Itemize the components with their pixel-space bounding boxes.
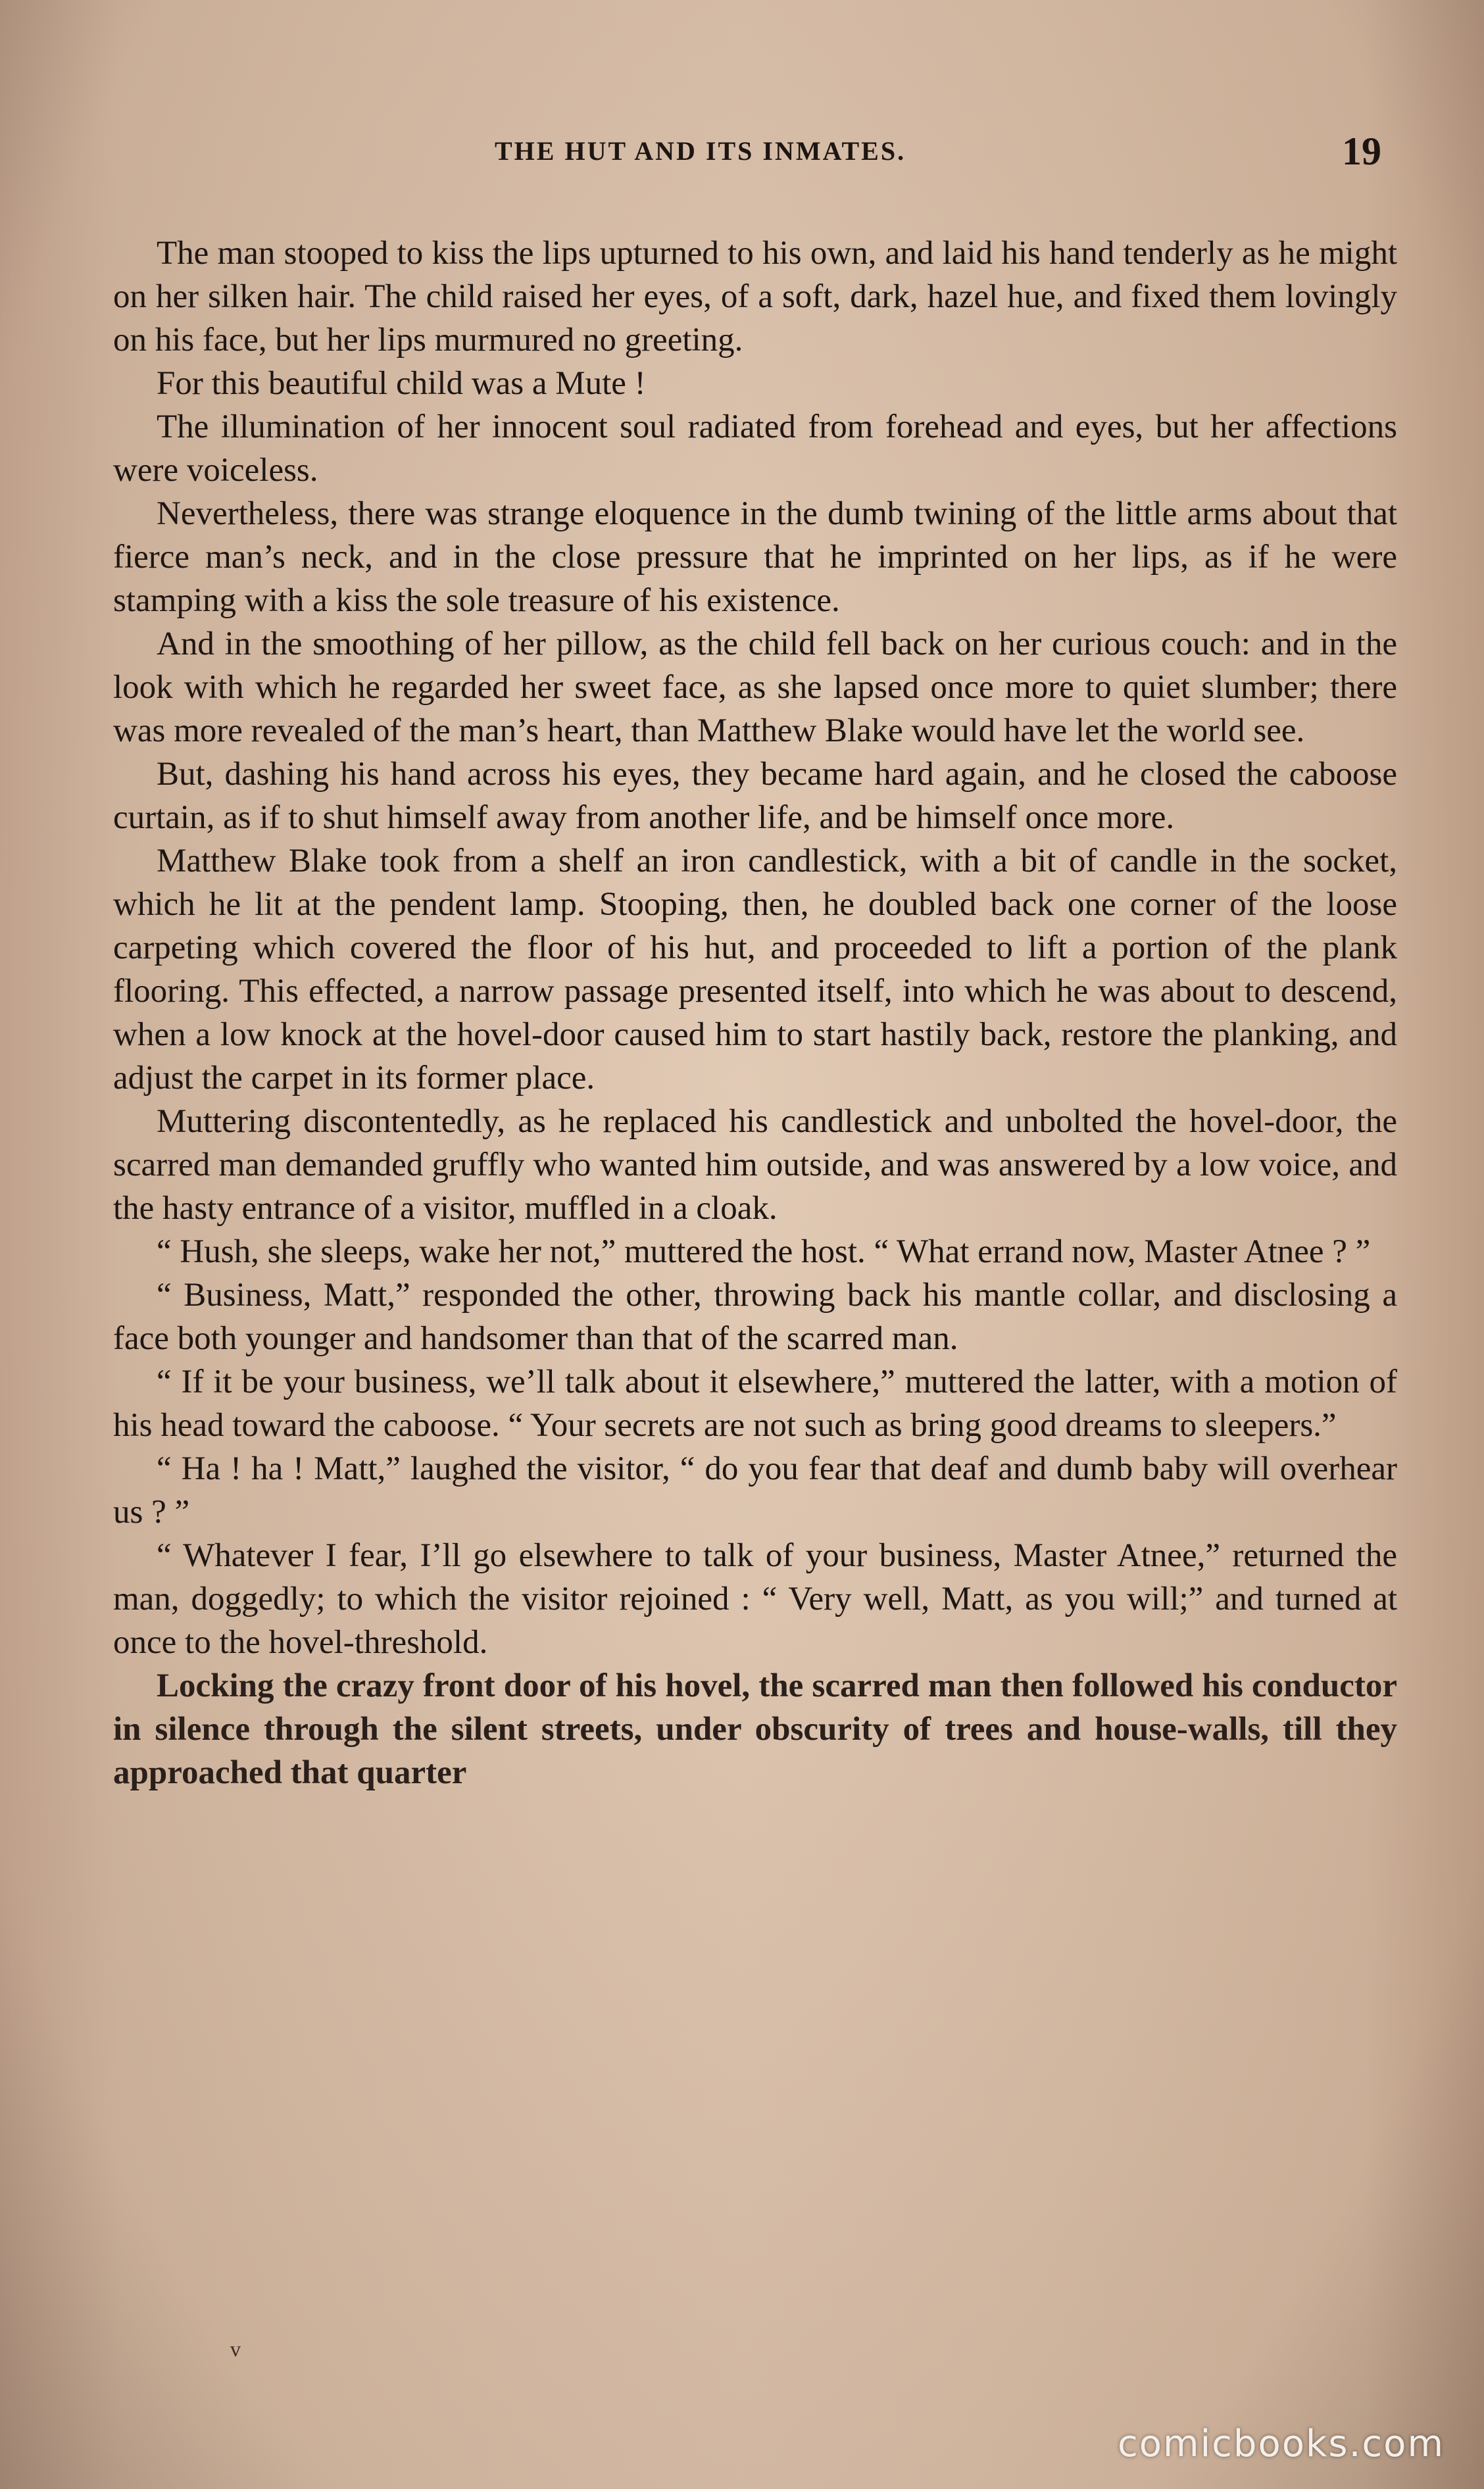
paragraph: The man stooped to kiss the lips upturned to his own, and laid his hand tenderly as he might on her silken hair. The child raised her eyes, of a soft, dark, hazel hue, and fixed them lovingly on his face, but her lips murmured no greeting.	[113, 235, 1397, 358]
paragraph: The illumination of her innocent soul radiated from forehead and eyes, but her affections were voiceless.	[113, 408, 1397, 489]
running-head: THE HUT AND ITS INMATES.	[495, 136, 906, 166]
paragraph: “ Ha ! ha ! Matt,” laughed the visitor, “ do you fear that deaf and dumb baby will overhear us ? ”	[113, 1450, 1397, 1531]
paragraph: But, dashing his hand across his eyes, they became hard again, and he closed the caboose curtain, as if to shut himself away from another life, and be himself once more.	[113, 756, 1397, 836]
paragraph: For this beautiful child was a Mute !	[157, 365, 646, 402]
paragraph: “ Business, Matt,” responded the other, throwing back his mantle collar, and disclosing a face both younger and handsomer than that of the scarred man.	[113, 1277, 1397, 1357]
paragraph: “ If it be your business, we’ll talk about it elsewhere,” muttered the latter, with a motion of his head toward the caboose. “ Your secrets are not such as bring good dreams to sleepers.”	[113, 1364, 1397, 1444]
printer-mark: ᵛ	[230, 2334, 241, 2374]
paragraph: Locking the crazy front door of his hovel, the scarred man then followed his conductor in silence through the silent streets, under obscurity of trees and house-walls, till they approached that quarter	[113, 1667, 1397, 1791]
page-header	[0, 129, 1484, 175]
paragraph: “ Whatever I fear, I’ll go elsewhere to talk of your business, Master Atnee,” returned the man, doggedly; to which the visitor rejoined : “ Very well, Matt, as you will;” and turned at once to the hovel-threshold.	[113, 1537, 1397, 1661]
paragraph: Matthew Blake took from a shelf an iron candlestick, with a bit of candle in the socket, which he lit at the pendent lamp. Stooping, then, he doubled back one corner of the loose carpeting which covered the floor of his hut, and proceeded to lift a portion of the plank flooring. This effected, a narrow passage presented itself, into which he was about to descend, when a low knock at the hovel-door caused him to start hastily back, restore the planking, and adjust the carpet in its former place.	[113, 843, 1397, 1097]
paragraph: Muttering discontentedly, as he replaced his candlestick and unbolted the hovel-door, the scarred man demanded gruffly who wanted him outside, and was answered by a low voice, and the hasty entrance of a visitor, muffled in a cloak.	[113, 1103, 1397, 1227]
page-number: 19	[1342, 130, 1381, 173]
paragraph: Nevertheless, there was strange eloquence in the dumb twining of the little arms about that fierce man’s neck, and in the close pressure that he imprinted on her lips, as if he were stamping with a kiss the sole treasure of his existence.	[113, 495, 1397, 619]
paragraph: “ Hush, she sleeps, wake her not,” muttered the host. “ What errand now, Master Atnee ? ”	[157, 1233, 1371, 1270]
paragraph: And in the smoothing of her pillow, as the child fell back on her curious couch: and in the look with which he regarded her sweet face, as she lapsed once more to quiet slumber; there was more revealed of the man’s heart, than Matthew Blake would have let the world see.	[113, 626, 1397, 749]
watermark: comicbooks.com	[1117, 2423, 1445, 2465]
body-text	[113, 232, 1397, 1794]
